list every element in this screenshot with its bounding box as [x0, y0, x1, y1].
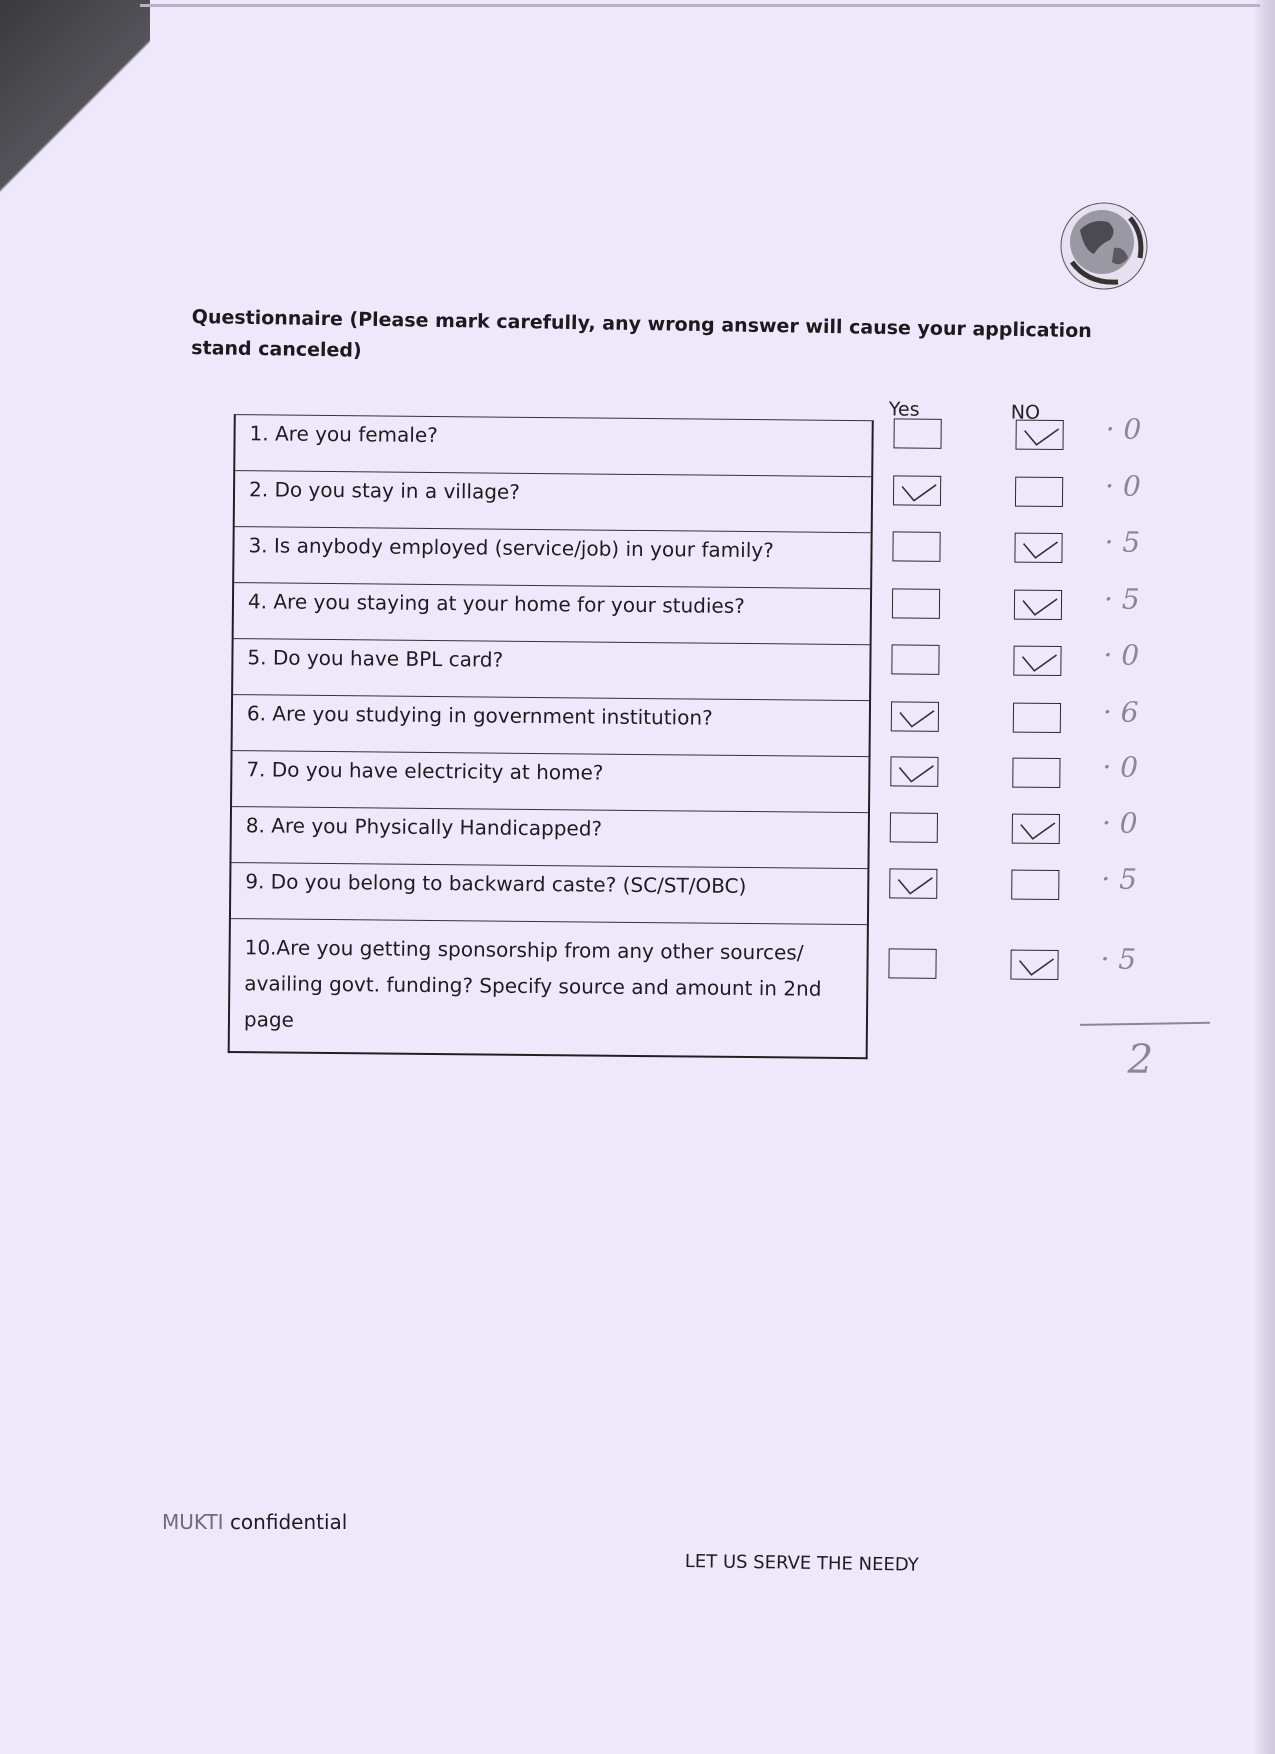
- yes-checkbox[interactable]: [892, 531, 940, 561]
- tally-total: 2: [1127, 1036, 1154, 1083]
- footer-confidential: [162, 1510, 347, 1534]
- question-row: 6. Are you studying in government institution?: [233, 695, 870, 757]
- score-mark: · 5: [1103, 582, 1140, 616]
- no-checkbox[interactable]: [1013, 646, 1061, 676]
- question-row: 2. Do you stay in a village?: [235, 471, 872, 533]
- yes-checkbox[interactable]: [891, 644, 939, 674]
- no-checkbox[interactable]: [1012, 758, 1060, 788]
- yes-checkbox[interactable]: [890, 812, 938, 842]
- score-mark: · 5: [1100, 942, 1137, 976]
- no-checkbox[interactable]: [1015, 420, 1063, 450]
- questionnaire-heading: Questionnaire (Please mark carefully, any wrong answer will cause your application stand canceled): [191, 305, 1092, 362]
- score-mark: · 0: [1104, 469, 1141, 503]
- no-checkbox[interactable]: [1010, 950, 1058, 980]
- score-mark: · 0: [1103, 638, 1140, 672]
- footer-confidential-label: confidential: [229, 1510, 348, 1534]
- yes-checkbox[interactable]: [888, 948, 936, 978]
- score-mark: · 0: [1101, 806, 1138, 840]
- no-checkbox[interactable]: [1011, 870, 1059, 900]
- question-row: 3. Is anybody employed (service/job) in your family?: [234, 527, 871, 589]
- footer-tagline: LET US SERVE THE NEEDY: [684, 1551, 919, 1576]
- tally-line: [1080, 1022, 1210, 1026]
- score-mark: · 6: [1102, 695, 1139, 729]
- questionnaire-sheet: [219, 392, 1186, 1101]
- score-mark: · 0: [1105, 412, 1142, 446]
- scan-edge: [1253, 0, 1275, 1754]
- question-row: 5. Do you have BPL card?: [233, 639, 870, 701]
- yes-checkbox[interactable]: [892, 588, 940, 618]
- mukti-logo-icon: [1058, 200, 1150, 292]
- yes-column-header: Yes: [888, 398, 920, 421]
- score-mark: · 5: [1101, 862, 1138, 896]
- score-mark: · 0: [1102, 750, 1139, 784]
- yes-checkbox[interactable]: [890, 756, 938, 786]
- question-row: 1. Are you female?: [235, 415, 872, 477]
- footer-brand: MUKTI: [162, 1510, 224, 1534]
- no-checkbox[interactable]: [1015, 477, 1063, 507]
- top-rule: [140, 4, 1260, 7]
- yes-checkbox[interactable]: [893, 418, 941, 448]
- yes-checkbox[interactable]: [891, 701, 939, 731]
- score-mark: · 5: [1104, 525, 1141, 559]
- no-checkbox[interactable]: [1012, 814, 1060, 844]
- question-row: 8. Are you Physically Handicapped?: [231, 807, 868, 869]
- question-row: 4. Are you staying at your home for your studies?: [234, 583, 871, 645]
- question-row: 7. Do you have electricity at home?: [232, 751, 869, 813]
- questions-table: [228, 414, 874, 1059]
- yes-checkbox[interactable]: [893, 475, 941, 505]
- no-column-header: NO: [1010, 401, 1041, 424]
- no-checkbox[interactable]: [1014, 533, 1062, 563]
- question-row: 9. Do you belong to backward caste? (SC/ST/OBC): [231, 863, 868, 925]
- no-checkbox[interactable]: [1014, 590, 1062, 620]
- no-checkbox[interactable]: [1013, 703, 1061, 733]
- scan-shadow: [0, 0, 150, 270]
- yes-checkbox[interactable]: [889, 868, 937, 898]
- question-row: 10.Are you getting sponsorship from any other sources/ availing govt. funding? Specify source and amount in 2nd page: [243, 935, 822, 1032]
